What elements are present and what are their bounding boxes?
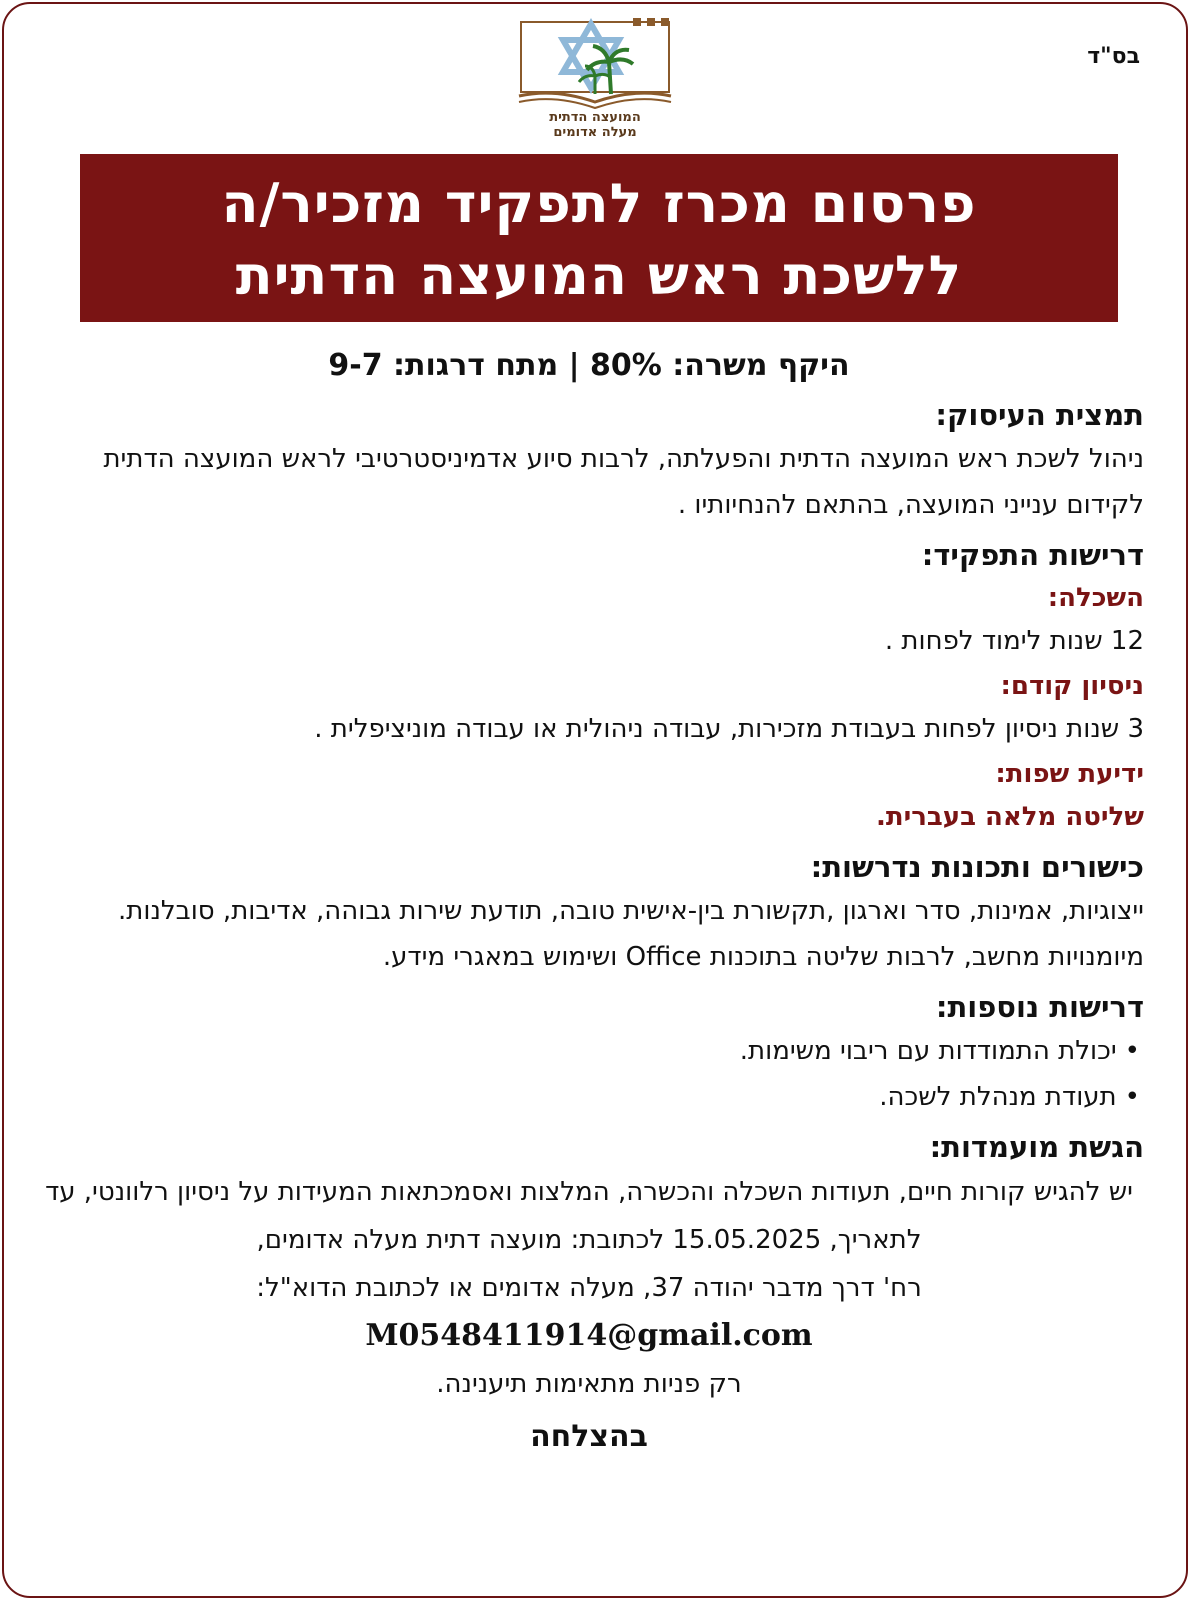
requirements-heading: דרישות התפקיד:	[921, 538, 1144, 572]
job-summary-text: ניהול לשכת ראש המועצה הדתית והפעלתה, לרבות סיוע אדמיניסטרטיבי לראש המועצה הדתית לקידום ענייני המועצה, בהתאם להנחיותיו .	[103, 444, 1144, 520]
contact-email-link[interactable]: M0548411914@gmail.com	[365, 1318, 813, 1353]
job-scope: היקף משרה: 80% | מתח דרגות: 9-7	[328, 348, 850, 383]
additional-requirements-heading: דרישות נוספות:	[935, 990, 1144, 1024]
page-frame	[2, 2, 1188, 1598]
submission-heading: הגשת מועמדות:	[929, 1130, 1144, 1164]
logo-line-2: מעלה אדומים	[553, 125, 637, 140]
submission-address: רח' דרך מדבר יהודה 37, מעלה אדומים או לכתובת הדוא"ל:	[256, 1273, 922, 1303]
education-label: השכלה:	[1047, 583, 1144, 613]
experience-text: 3 שנות ניסיון לפחות בעבודת מזכירות, עבודה ניהולית או עבודה מוניציפלית .	[314, 714, 1144, 744]
education-text: 12 שנות לימוד לפחות .	[884, 626, 1144, 656]
additional-requirements-list	[34, 1028, 1140, 1120]
submission-text: יש להגיש קורות חיים, תעודות השכלה והכשרה, המלצות ואסמכתאות המעידות על ניסיון רלוונטי, עד לתאריך, 15.05.2025 לכתובת: מועצה דתית מעלה אדומים,	[45, 1177, 1133, 1255]
banner-title-line-2: ללשכת ראש המועצה הדתית	[235, 244, 963, 307]
title-banner	[80, 154, 1118, 322]
skills-line-2: מיומנויות מחשב, לרבות שליטה בתוכנות Office ושימוש במאגרי מידע.	[382, 942, 1144, 972]
council-logo	[510, 18, 680, 148]
languages-label: ידיעת שפות:	[995, 759, 1144, 789]
list-item: • יכולת התמודדות עם ריבוי משימות.	[34, 1028, 1140, 1074]
submission-note: רק פניות מתאימות תיענינה.	[436, 1369, 742, 1399]
skills-line-1: ייצוגיות, אמינות, סדר וארגון ,תקשורת בין-אישית טובה, תודעת שירות גבוהה, אדיבות, סובלנות.	[118, 896, 1144, 926]
closing-text: בהצלחה	[530, 1419, 648, 1454]
list-item: • תעודת מנהלת לשכה.	[34, 1074, 1140, 1120]
star-of-david-palm-book-icon	[515, 18, 675, 110]
tender-content	[34, 344, 1144, 1462]
skills-heading: כישורים ותכונות נדרשות:	[810, 850, 1144, 884]
bsd-header: בס"ד	[1087, 44, 1140, 69]
languages-text: שליטה מלאה בעברית.	[875, 802, 1144, 832]
banner-title-line-1: פרסום מכרז לתפקיד מזכיר/ה	[221, 172, 977, 235]
logo-line-1: המועצה הדתית	[549, 110, 641, 125]
job-summary-heading: תמצית העיסוק:	[935, 398, 1144, 432]
experience-label: ניסיון קודם:	[1000, 671, 1144, 701]
